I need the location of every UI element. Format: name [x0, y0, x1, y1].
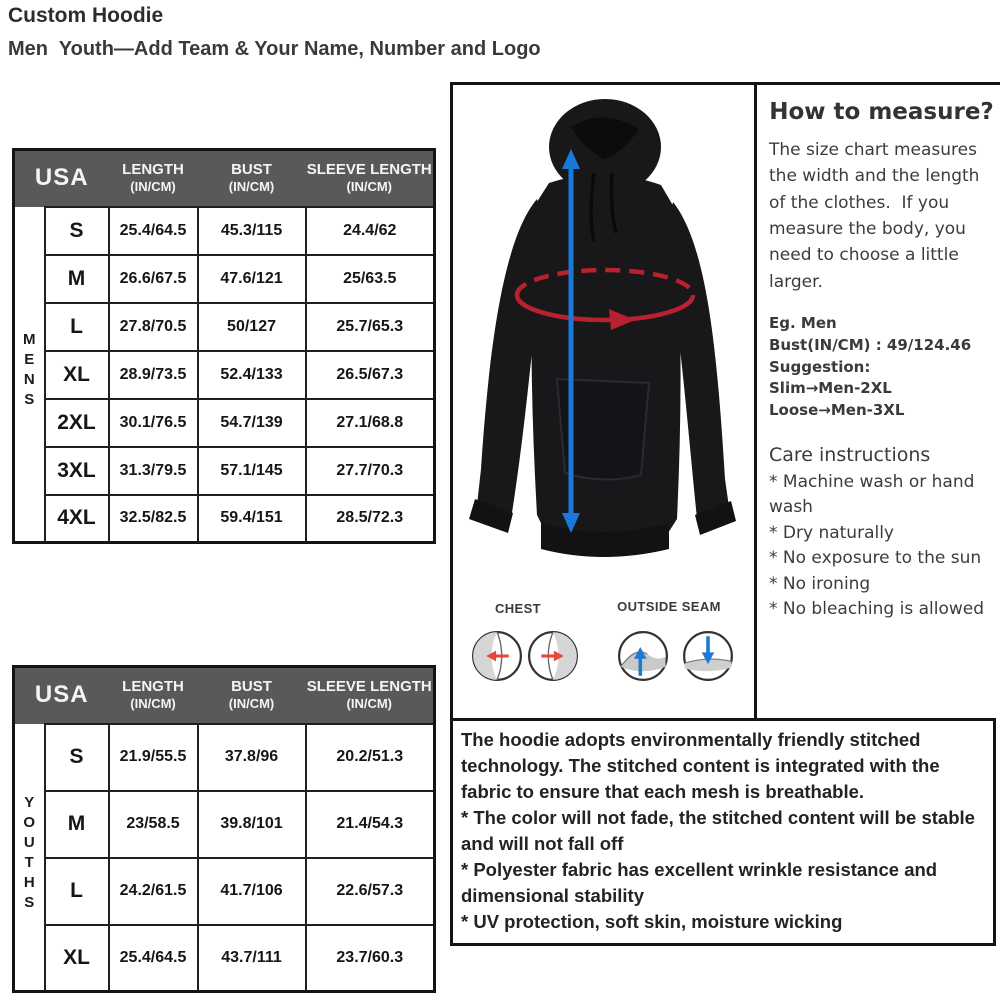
table-row [14, 495, 435, 543]
table-header-row [14, 667, 435, 724]
measure-example [769, 313, 994, 422]
outside-seam-down-icon [681, 629, 735, 683]
bust-header-label: BUST [231, 161, 272, 179]
sleeve-cell: 28.5/72.3 [306, 495, 435, 543]
sleeve-cell: 23.7/60.3 [306, 925, 435, 992]
bust-header-label: BUST [231, 678, 272, 696]
sleeve-header-unit: (IN/CM) [346, 179, 392, 195]
youths-size-table-wrapper [12, 665, 436, 993]
usa-header-cell: USA [14, 150, 109, 207]
example-line: Bust(IN/CM) : 49/124.46 [769, 335, 972, 354]
mens-size-table [12, 148, 436, 544]
sleeve-cell: 27.1/68.8 [306, 399, 435, 447]
description-bullet: * UV protection, soft skin, moisture wicking [461, 911, 843, 932]
length-cell: 24.2/61.5 [109, 858, 198, 925]
table-row [14, 399, 435, 447]
youths-group-label: YOUTHS [20, 794, 38, 915]
chest-measure-right-icon [526, 629, 580, 683]
example-line: Loose→Men-3XL [769, 401, 905, 420]
hoodie-image [453, 87, 754, 587]
table-row [14, 303, 435, 351]
bust-cell: 59.4/151 [198, 495, 306, 543]
length-header-unit: (IN/CM) [130, 179, 176, 195]
table-row [14, 255, 435, 303]
table-row [14, 724, 435, 791]
care-item: * Machine wash or hand wash [769, 471, 975, 518]
example-line: Eg. Men [769, 314, 837, 333]
bust-cell: 54.7/139 [198, 399, 306, 447]
description-bullet: * The color will not fade, the stitched content will be stable and will not fall off [461, 807, 975, 854]
bust-cell: 47.6/121 [198, 255, 306, 303]
sleeve-cell: 27.7/70.3 [306, 447, 435, 495]
sleeve-cell: 21.4/54.3 [306, 791, 435, 858]
bust-cell: 37.8/96 [198, 724, 306, 791]
bust-header-unit: (IN/CM) [228, 696, 275, 712]
table-row [14, 447, 435, 495]
length-cell: 25.4/64.5 [109, 207, 198, 255]
page-title: Custom Hoodie [8, 4, 164, 27]
measure-body: The size chart measures the width and the length of the clothes. If you measure the body, you need to choose a little larger. [769, 140, 985, 292]
youths-group-label-cell [14, 724, 45, 992]
bust-cell: 43.7/111 [198, 925, 306, 992]
bust-cell: 50/127 [198, 303, 306, 351]
table-row [14, 791, 435, 858]
chest-measure-left-icon [470, 629, 524, 683]
length-cell: 21.9/55.5 [109, 724, 198, 791]
bust-header-cell [198, 667, 306, 724]
sleeve-cell: 25/63.5 [306, 255, 435, 303]
sleeve-header-cell [306, 667, 435, 724]
size-cell: S [45, 724, 109, 791]
bust-cell: 45.3/115 [198, 207, 306, 255]
length-cell: 32.5/82.5 [109, 495, 198, 543]
bust-cell: 41.7/106 [198, 858, 306, 925]
length-cell: 26.6/67.5 [109, 255, 198, 303]
table-row [14, 351, 435, 399]
care-item: * Dry naturally [769, 522, 894, 543]
outside-seam-up-icon [616, 629, 670, 683]
length-header-cell [109, 150, 198, 207]
sleeve-header-label: SLEEVE LENGTH [306, 678, 432, 696]
description-bullet: * Polyester fabric has excellent wrinkle resistance and dimensional stability [461, 859, 938, 906]
mens-group-label-cell [14, 207, 45, 543]
length-header-cell [109, 667, 198, 724]
measure-heading: How to measure? [769, 99, 994, 125]
size-cell: S [45, 207, 109, 255]
length-cell: 25.4/64.5 [109, 925, 198, 992]
outside-seam-label: OUTSIDE SEAM [617, 599, 721, 614]
bust-cell: 57.1/145 [198, 447, 306, 495]
sleeve-cell: 24.4/62 [306, 207, 435, 255]
sleeve-cell: 26.5/67.3 [306, 351, 435, 399]
size-cell: XL [45, 925, 109, 992]
sleeve-cell: 25.7/65.3 [306, 303, 435, 351]
care-item: * No bleaching is allowed [769, 599, 985, 620]
sleeve-header-unit: (IN/CM) [346, 696, 392, 712]
mens-group-label: MENS [20, 331, 38, 412]
length-cell: 31.3/79.5 [109, 447, 198, 495]
length-header-label: LENGTH [122, 161, 184, 179]
care-item: * No exposure to the sun [769, 548, 982, 569]
usa-header-cell: USA [14, 667, 109, 724]
bust-cell: 52.4/133 [198, 351, 306, 399]
size-cell: XL [45, 351, 109, 399]
mens-size-table-wrapper [12, 148, 436, 544]
sleeve-header-cell [306, 150, 435, 207]
size-cell: 2XL [45, 399, 109, 447]
description-paragraph: The hoodie adopts environmentally friendly stitched technology. The stitched content is integrated with the fabric to ensure that each mesh is breathable. [461, 729, 940, 802]
measure-panel [757, 82, 1000, 721]
table-row [14, 207, 435, 255]
length-cell: 30.1/76.5 [109, 399, 198, 447]
sleeve-header-label: SLEEVE LENGTH [306, 161, 432, 179]
table-header-row [14, 150, 435, 207]
size-cell: M [45, 791, 109, 858]
bust-cell: 39.8/101 [198, 791, 306, 858]
size-cell: M [45, 255, 109, 303]
youths-size-table [12, 665, 436, 993]
bust-header-unit: (IN/CM) [228, 179, 275, 195]
size-cell: 3XL [45, 447, 109, 495]
care-list [769, 470, 994, 623]
sleeve-cell: 22.6/57.3 [306, 858, 435, 925]
description-panel [450, 718, 996, 946]
length-cell: 28.9/73.5 [109, 351, 198, 399]
size-cell: 4XL [45, 495, 109, 543]
size-cell: L [45, 858, 109, 925]
care-heading: Care instructions [769, 443, 931, 466]
length-cell: 27.8/70.5 [109, 303, 198, 351]
length-cell: 23/58.5 [109, 791, 198, 858]
table-row [14, 925, 435, 992]
length-header-label: LENGTH [122, 678, 184, 696]
example-line: Suggestion: [769, 357, 871, 376]
size-cell: L [45, 303, 109, 351]
bust-header-cell [198, 150, 306, 207]
care-item: * No ironing [769, 573, 871, 594]
sleeve-cell: 20.2/51.3 [306, 724, 435, 791]
hoodie-panel [450, 82, 757, 721]
table-row [14, 858, 435, 925]
example-line: Slim→Men-2XL [769, 379, 892, 398]
chest-label: CHEST [494, 601, 542, 616]
page-subtitle: Men Youth—Add Team & Your Name, Number and Logo [8, 38, 541, 60]
length-header-unit: (IN/CM) [130, 696, 176, 712]
